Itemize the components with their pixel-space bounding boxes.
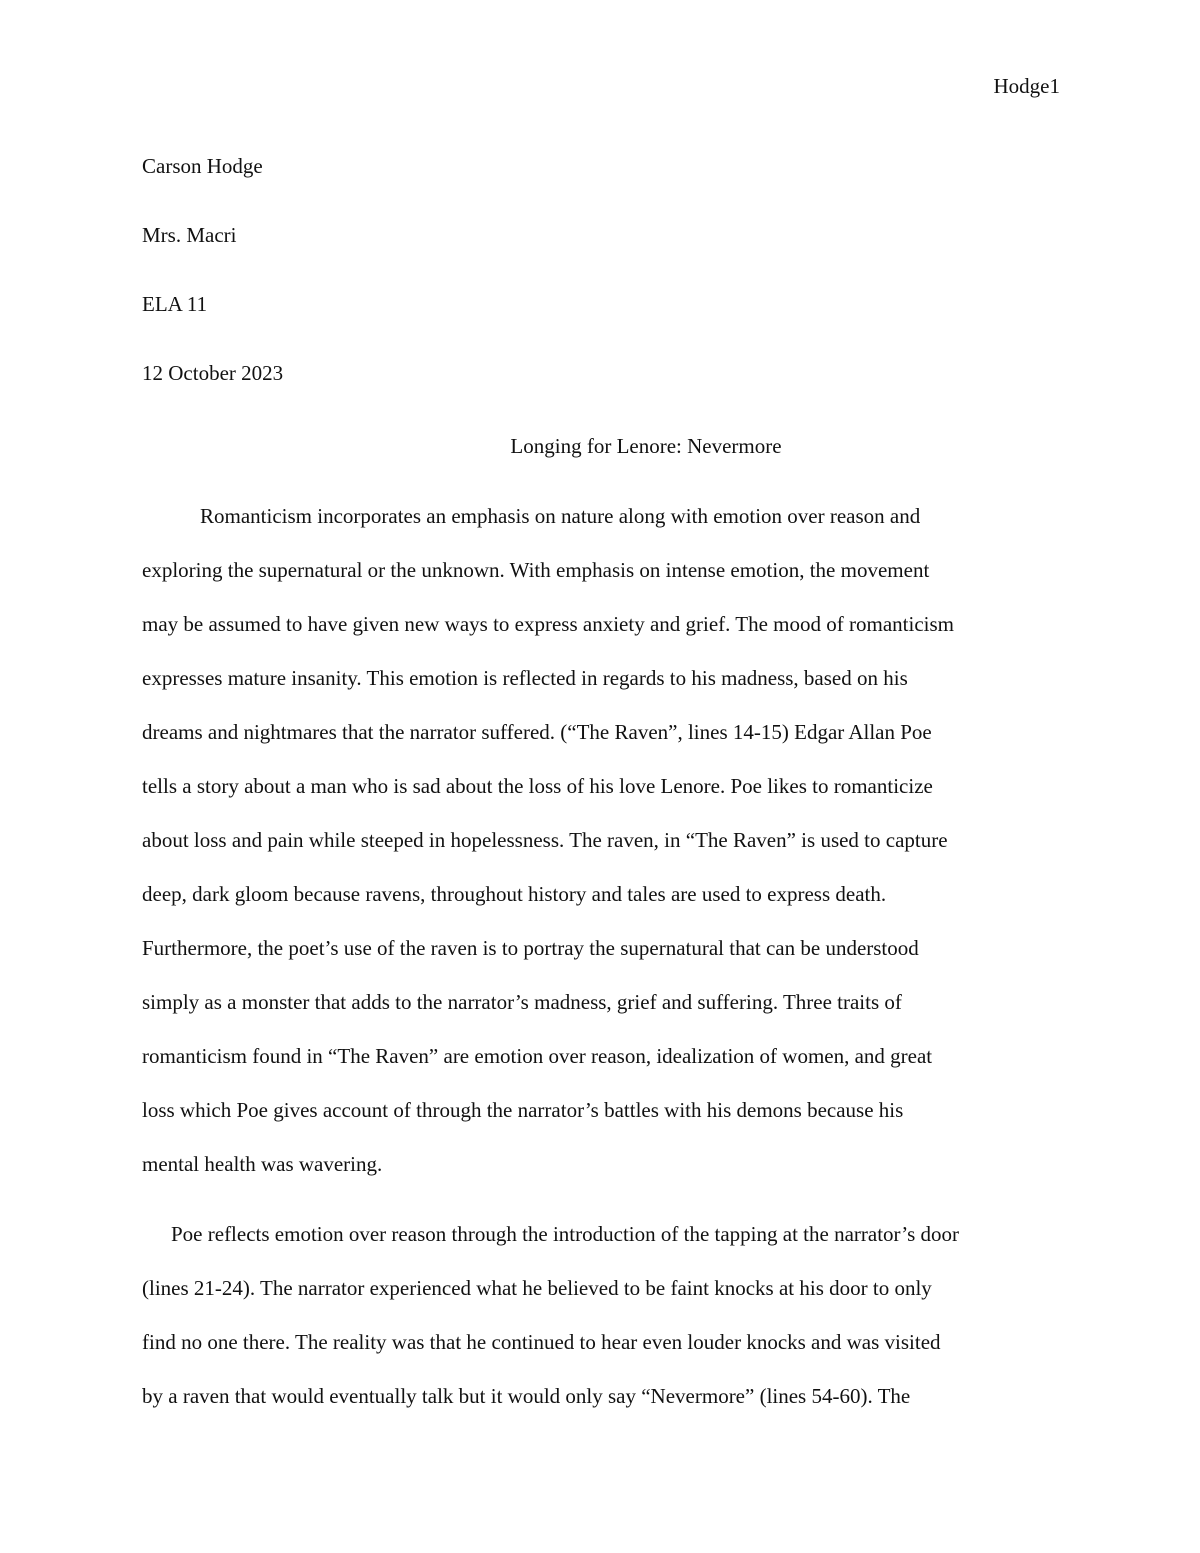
submission-date: 12 October 2023 <box>142 361 284 385</box>
paragraph-1-line: simply as a monster that adds to the narrator’s madness, grief and suffering. Three traits of <box>142 990 902 1014</box>
mla-heading <box>142 152 1058 428</box>
paragraph-1-line: tells a story about a man who is sad about the loss of his love Lenore. Poe likes to romanticize <box>142 774 933 798</box>
paragraph-2-line: (lines 21-24). The narrator experienced what he believed to be faint knocks at his door to only <box>142 1276 932 1300</box>
essay-title: Longing for Lenore: Nevermore <box>510 434 782 458</box>
paragraph-1-line: exploring the supernatural or the unknown. With emphasis on intense emotion, the movement <box>142 558 930 582</box>
author-name: Carson Hodge <box>142 154 263 178</box>
teacher-name: Mrs. Macri <box>142 223 237 247</box>
paragraph-1-line: mental health was wavering. <box>142 1152 383 1176</box>
paragraph-1-line: Furthermore, the poet’s use of the raven is to portray the supernatural that can be understood <box>142 936 919 960</box>
paragraph-2-line: Poe reflects emotion over reason through the introduction of the tapping at the narrator’s door <box>171 1222 960 1246</box>
paragraph-1-line: may be assumed to have given new ways to express anxiety and grief. The mood of romanticism <box>142 612 954 636</box>
running-head-page-number: Hodge1 <box>993 74 1060 98</box>
paragraph-1-line: Romanticism incorporates an emphasis on nature along with emotion over reason and <box>200 504 921 528</box>
paragraph-1-line: romanticism found in “The Raven” are emotion over reason, idealization of women, and great <box>142 1044 933 1068</box>
paragraph-2-line: by a raven that would eventually talk but it would only say “Nevermore” (lines 54-60). The <box>142 1384 911 1408</box>
paragraph-1-line: dreams and nightmares that the narrator suffered. (“The Raven”, lines 14-15) Edgar Allan Poe <box>142 720 932 744</box>
paragraph-1-line: deep, dark gloom because ravens, throughout history and tales are used to express death. <box>142 882 887 906</box>
essay-body <box>142 502 1072 1436</box>
paragraph-2-line: find no one there. The reality was that he continued to hear even louder knocks and was visited <box>142 1330 941 1354</box>
course-name: ELA 11 <box>142 292 208 316</box>
paragraph-1-line: expresses mature insanity. This emotion is reflected in regards to his madness, based on his <box>142 666 908 690</box>
paragraph-1-line: loss which Poe gives account of through the narrator’s battles with his demons because his <box>142 1098 904 1122</box>
paragraph-1-line: about loss and pain while steeped in hopelessness. The raven, in “The Raven” is used to capture <box>142 828 948 852</box>
